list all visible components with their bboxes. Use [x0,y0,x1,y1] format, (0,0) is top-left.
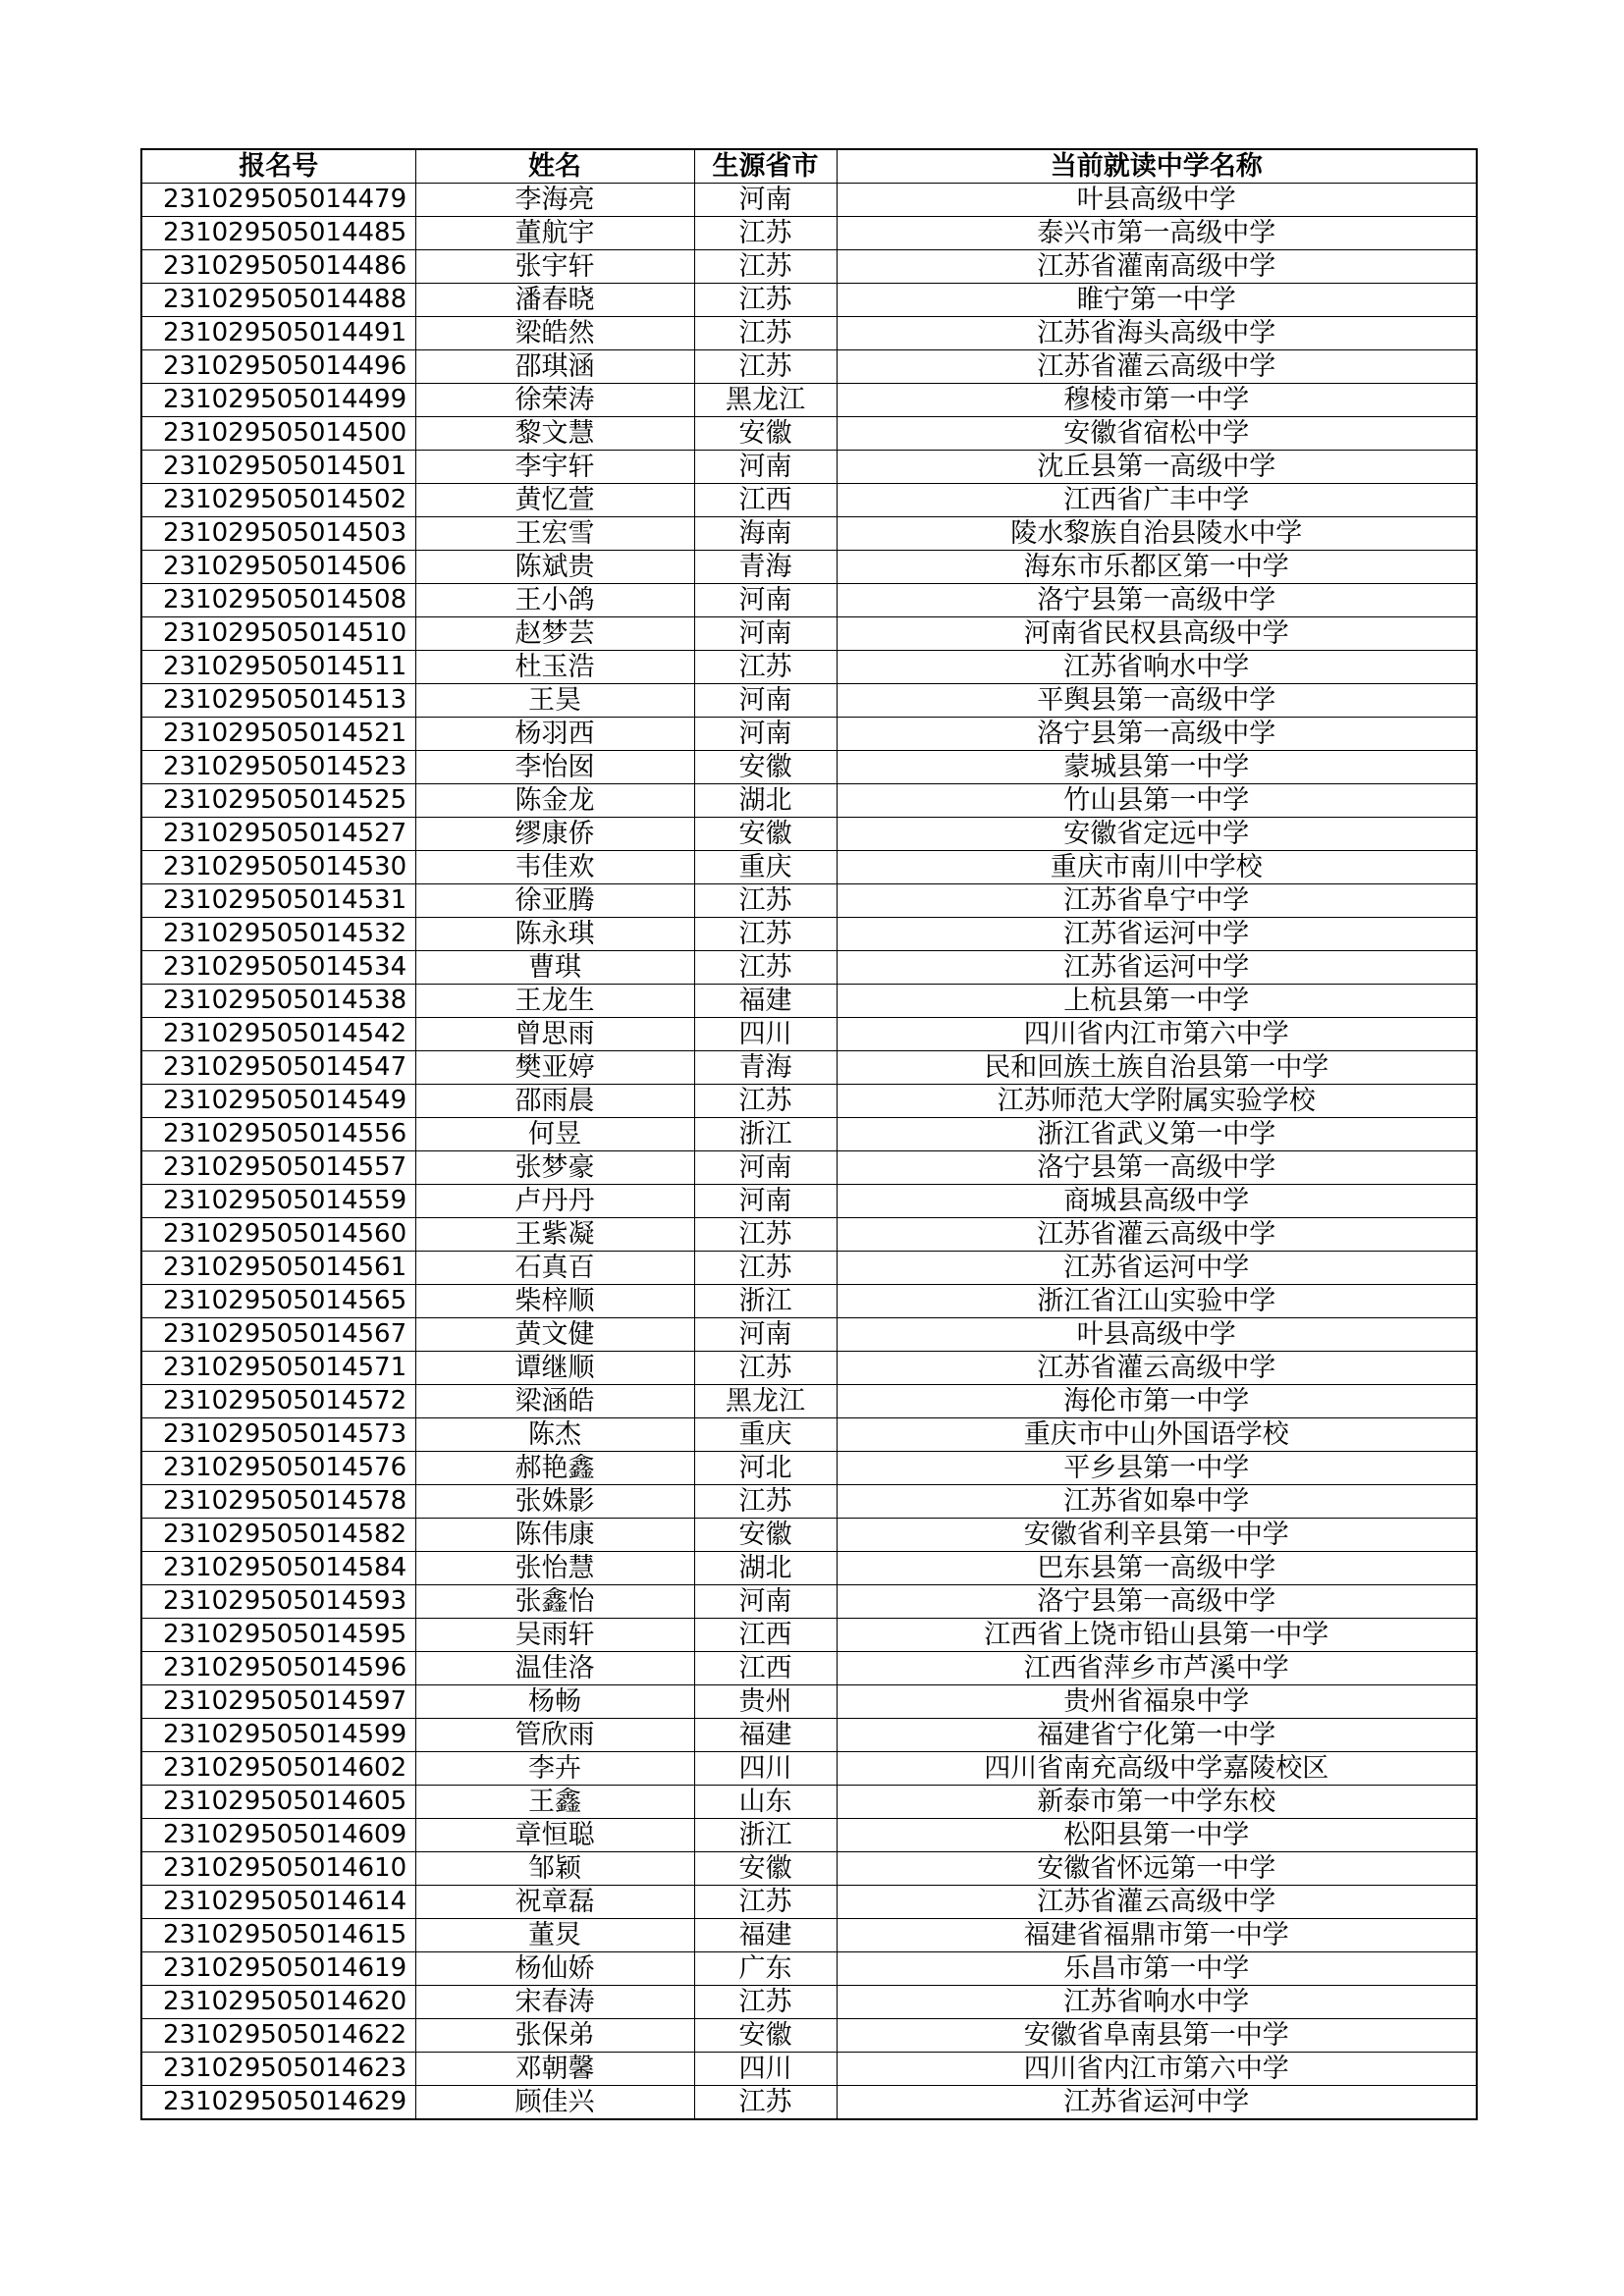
registration-number-cell: 231029505014565 [141,1285,415,1318]
current-school-cell: 江苏省运河中学 [837,918,1477,951]
name-cell: 黄文健 [415,1318,694,1352]
name-cell: 陈斌贵 [415,551,694,584]
registration-number-cell: 231029505014499 [141,384,415,417]
table-row [141,1018,1477,1051]
registration-number-cell: 231029505014584 [141,1552,415,1585]
current-school-cell: 安徽省宿松中学 [837,417,1477,451]
origin-province-cell: 江苏 [694,1485,837,1519]
origin-province-cell: 海南 [694,517,837,551]
origin-province-cell: 黑龙江 [694,1385,837,1418]
name-cell: 张怡慧 [415,1552,694,1585]
name-cell: 赵梦芸 [415,617,694,651]
name-cell: 宋春涛 [415,1986,694,2019]
name-cell: 卢丹丹 [415,1185,694,1218]
registration-number-cell: 231029505014609 [141,1819,415,1852]
current-school-cell: 江苏省运河中学 [837,1252,1477,1285]
table-row [141,1819,1477,1852]
table-row [141,1719,1477,1752]
name-cell: 王紫凝 [415,1218,694,1252]
origin-province-cell: 江苏 [694,2086,837,2120]
name-cell: 祝章磊 [415,1886,694,1919]
registration-number-cell: 231029505014500 [141,417,415,451]
table-row [141,1218,1477,1252]
name-cell: 徐亚腾 [415,884,694,918]
origin-province-cell: 安徽 [694,751,837,784]
table-row [141,1085,1477,1118]
table-row [141,1118,1477,1151]
name-cell: 张姝影 [415,1485,694,1519]
current-school-cell: 四川省内江市第六中学 [837,1018,1477,1051]
current-school-cell: 松阳县第一中学 [837,1819,1477,1852]
origin-province-cell: 安徽 [694,417,837,451]
table-row [141,684,1477,718]
registration-number-cell: 231029505014534 [141,951,415,985]
name-cell: 黎文慧 [415,417,694,451]
origin-province-cell: 四川 [694,1018,837,1051]
table-row [141,2086,1477,2120]
table-row [141,751,1477,784]
name-cell: 樊亚婷 [415,1051,694,1085]
origin-province-cell: 山东 [694,1786,837,1819]
origin-province-cell: 湖北 [694,784,837,818]
origin-province-cell: 江苏 [694,317,837,350]
registration-number-cell: 231029505014556 [141,1118,415,1151]
table-row [141,584,1477,617]
table-header-row [141,149,1477,184]
current-school-cell: 浙江省武义第一中学 [837,1118,1477,1151]
registration-number-cell: 231029505014576 [141,1452,415,1485]
name-cell: 何昱 [415,1118,694,1151]
table-row [141,1418,1477,1452]
table-row [141,918,1477,951]
registration-number-cell: 231029505014501 [141,451,415,484]
name-cell: 石真百 [415,1252,694,1285]
name-cell: 陈永琪 [415,918,694,951]
table-row [141,451,1477,484]
table-row [141,1619,1477,1652]
origin-province-cell: 福建 [694,1719,837,1752]
current-school-cell: 浙江省江山实验中学 [837,1285,1477,1318]
registration-number-cell: 231029505014549 [141,1085,415,1118]
current-school-cell: 江苏省灌南高级中学 [837,250,1477,284]
registration-number-cell: 231029505014532 [141,918,415,951]
current-school-cell: 安徽省利辛县第一中学 [837,1519,1477,1552]
name-cell: 曹琪 [415,951,694,985]
current-school-cell: 巴东县第一高级中学 [837,1552,1477,1585]
table-row [141,1151,1477,1185]
name-cell: 顾佳兴 [415,2086,694,2120]
registration-number-cell: 231029505014542 [141,1018,415,1051]
name-cell: 王昊 [415,684,694,718]
origin-province-cell: 河南 [694,684,837,718]
table-row [141,417,1477,451]
name-cell: 潘春晓 [415,284,694,317]
name-cell: 邓朝馨 [415,2053,694,2086]
name-cell: 陈杰 [415,1418,694,1452]
name-cell: 杨羽西 [415,718,694,751]
registration-number-cell: 231029505014620 [141,1986,415,2019]
table-row [141,884,1477,918]
current-school-cell: 江西省萍乡市芦溪中学 [837,1652,1477,1685]
registration-number-cell: 231029505014599 [141,1719,415,1752]
table-row [141,1452,1477,1485]
origin-province-cell: 江苏 [694,951,837,985]
origin-province-cell: 江苏 [694,1986,837,2019]
current-school-cell: 安徽省阜南县第一中学 [837,2019,1477,2053]
current-school-cell: 沈丘县第一高级中学 [837,451,1477,484]
name-cell: 李怡囡 [415,751,694,784]
origin-province-cell: 河南 [694,718,837,751]
table-row [141,317,1477,350]
origin-province-cell: 河南 [694,451,837,484]
origin-province-cell: 安徽 [694,818,837,851]
registration-number-cell: 231029505014560 [141,1218,415,1252]
origin-province-cell: 河南 [694,184,837,217]
registration-number-cell: 231029505014561 [141,1252,415,1285]
registration-number-cell: 231029505014573 [141,1418,415,1452]
origin-province-cell: 江苏 [694,1218,837,1252]
table-row [141,284,1477,317]
origin-province-cell: 浙江 [694,1118,837,1151]
name-cell: 邹颖 [415,1852,694,1886]
current-school-cell: 平乡县第一中学 [837,1452,1477,1485]
current-school-cell: 江苏省响水中学 [837,651,1477,684]
origin-province-cell: 四川 [694,1752,837,1786]
registration-number-cell: 231029505014610 [141,1852,415,1886]
table-row [141,617,1477,651]
name-cell: 韦佳欢 [415,851,694,884]
registration-number-cell: 231029505014602 [141,1752,415,1786]
name-cell: 张保弟 [415,2019,694,2053]
registration-number-cell: 231029505014523 [141,751,415,784]
name-cell: 郝艳鑫 [415,1452,694,1485]
name-cell: 杨畅 [415,1685,694,1719]
current-school-cell: 江西省上饶市铅山县第一中学 [837,1619,1477,1652]
name-cell: 张梦豪 [415,1151,694,1185]
name-cell: 陈金龙 [415,784,694,818]
current-school-cell: 新泰市第一中学东校 [837,1786,1477,1819]
registration-number-cell: 231029505014547 [141,1051,415,1085]
current-school-cell: 上杭县第一中学 [837,985,1477,1018]
header-registration-number: 报名号 [141,149,415,184]
table-row [141,384,1477,417]
name-cell: 杨仙娇 [415,1952,694,1986]
current-school-cell: 竹山县第一中学 [837,784,1477,818]
name-cell: 缪康侨 [415,818,694,851]
current-school-cell: 江西省广丰中学 [837,484,1477,517]
origin-province-cell: 福建 [694,1919,837,1952]
registration-number-cell: 231029505014506 [141,551,415,584]
current-school-cell: 重庆市南川中学校 [837,851,1477,884]
origin-province-cell: 贵州 [694,1685,837,1719]
table-row [141,1786,1477,1819]
current-school-cell: 安徽省怀远第一中学 [837,1852,1477,1886]
current-school-cell: 江苏省灌云高级中学 [837,1886,1477,1919]
origin-province-cell: 江苏 [694,651,837,684]
registration-number-cell: 231029505014508 [141,584,415,617]
name-cell: 董炅 [415,1919,694,1952]
current-school-cell: 江苏省灌云高级中学 [837,1352,1477,1385]
name-cell: 温佳洛 [415,1652,694,1685]
registration-number-cell: 231029505014605 [141,1786,415,1819]
header-current-school: 当前就读中学名称 [837,149,1477,184]
origin-province-cell: 四川 [694,2053,837,2086]
registration-number-cell: 231029505014491 [141,317,415,350]
registration-number-cell: 231029505014510 [141,617,415,651]
registration-number-cell: 231029505014496 [141,350,415,384]
registration-number-cell: 231029505014513 [141,684,415,718]
registration-number-cell: 231029505014582 [141,1519,415,1552]
table-row [141,784,1477,818]
registration-number-cell: 231029505014567 [141,1318,415,1352]
table-row [141,1585,1477,1619]
name-cell: 谭继顺 [415,1352,694,1385]
current-school-cell: 泰兴市第一高级中学 [837,217,1477,250]
origin-province-cell: 青海 [694,551,837,584]
registration-number-cell: 231029505014479 [141,184,415,217]
table-row [141,2019,1477,2053]
origin-province-cell: 江苏 [694,284,837,317]
header-name: 姓名 [415,149,694,184]
table-row [141,718,1477,751]
current-school-cell: 江苏省阜宁中学 [837,884,1477,918]
current-school-cell: 海伦市第一中学 [837,1385,1477,1418]
registration-number-cell: 231029505014531 [141,884,415,918]
name-cell: 张鑫怡 [415,1585,694,1619]
table-row [141,1886,1477,1919]
origin-province-cell: 江苏 [694,884,837,918]
registration-number-cell: 231029505014615 [141,1919,415,1952]
origin-province-cell: 河南 [694,1585,837,1619]
registration-number-cell: 231029505014488 [141,284,415,317]
table-row [141,1185,1477,1218]
table-row [141,1285,1477,1318]
current-school-cell: 商城县高级中学 [837,1185,1477,1218]
table-row [141,1952,1477,1986]
registration-number-cell: 231029505014521 [141,718,415,751]
name-cell: 王鑫 [415,1786,694,1819]
student-list-table [140,148,1478,2120]
origin-province-cell: 福建 [694,985,837,1018]
origin-province-cell: 黑龙江 [694,384,837,417]
table-row [141,1852,1477,1886]
table-row [141,1986,1477,2019]
registration-number-cell: 231029505014629 [141,2086,415,2120]
current-school-cell: 四川省南充高级中学嘉陵校区 [837,1752,1477,1786]
current-school-cell: 乐昌市第一中学 [837,1952,1477,1986]
table-row [141,517,1477,551]
registration-number-cell: 231029505014502 [141,484,415,517]
name-cell: 章恒聪 [415,1819,694,1852]
registration-number-cell: 231029505014578 [141,1485,415,1519]
current-school-cell: 陵水黎族自治县陵水中学 [837,517,1477,551]
origin-province-cell: 河南 [694,1318,837,1352]
registration-number-cell: 231029505014538 [141,985,415,1018]
current-school-cell: 河南省民权县高级中学 [837,617,1477,651]
origin-province-cell: 江苏 [694,1886,837,1919]
table-row [141,350,1477,384]
table-row [141,551,1477,584]
current-school-cell: 江苏省灌云高级中学 [837,350,1477,384]
table-row [141,1051,1477,1085]
origin-province-cell: 安徽 [694,1852,837,1886]
table-row [141,1352,1477,1385]
current-school-cell: 洛宁县第一高级中学 [837,584,1477,617]
name-cell: 董航宇 [415,217,694,250]
current-school-cell: 洛宁县第一高级中学 [837,1585,1477,1619]
registration-number-cell: 231029505014614 [141,1886,415,1919]
table-row [141,1252,1477,1285]
origin-province-cell: 江苏 [694,1352,837,1385]
registration-number-cell: 231029505014619 [141,1952,415,1986]
table-row [141,1318,1477,1352]
current-school-cell: 民和回族土族自治县第一中学 [837,1051,1477,1085]
name-cell: 柴梓顺 [415,1285,694,1318]
registration-number-cell: 231029505014525 [141,784,415,818]
origin-province-cell: 重庆 [694,851,837,884]
table-row [141,2053,1477,2086]
name-cell: 张宇轩 [415,250,694,284]
origin-province-cell: 江苏 [694,1085,837,1118]
registration-number-cell: 231029505014623 [141,2053,415,2086]
origin-province-cell: 河北 [694,1452,837,1485]
current-school-cell: 穆棱市第一中学 [837,384,1477,417]
current-school-cell: 江苏师范大学附属实验学校 [837,1085,1477,1118]
current-school-cell: 江苏省运河中学 [837,951,1477,985]
current-school-cell: 洛宁县第一高级中学 [837,1151,1477,1185]
table-row [141,651,1477,684]
registration-number-cell: 231029505014572 [141,1385,415,1418]
registration-number-cell: 231029505014511 [141,651,415,684]
name-cell: 曾思雨 [415,1018,694,1051]
name-cell: 陈伟康 [415,1519,694,1552]
table-row [141,1485,1477,1519]
origin-province-cell: 江苏 [694,918,837,951]
origin-province-cell: 江西 [694,1652,837,1685]
current-school-cell: 安徽省定远中学 [837,818,1477,851]
name-cell: 王龙生 [415,985,694,1018]
name-cell: 梁涵皓 [415,1385,694,1418]
table-row [141,1752,1477,1786]
current-school-cell: 江苏省灌云高级中学 [837,1218,1477,1252]
registration-number-cell: 231029505014622 [141,2019,415,2053]
origin-province-cell: 河南 [694,617,837,651]
origin-province-cell: 浙江 [694,1285,837,1318]
origin-province-cell: 河南 [694,1185,837,1218]
name-cell: 李卉 [415,1752,694,1786]
origin-province-cell: 河南 [694,584,837,617]
table-row [141,818,1477,851]
name-cell: 李宇轩 [415,451,694,484]
origin-province-cell: 安徽 [694,2019,837,2053]
registration-number-cell: 231029505014593 [141,1585,415,1619]
name-cell: 管欣雨 [415,1719,694,1752]
current-school-cell: 四川省内江市第六中学 [837,2053,1477,2086]
current-school-cell: 洛宁县第一高级中学 [837,718,1477,751]
table-row [141,951,1477,985]
current-school-cell: 江苏省海头高级中学 [837,317,1477,350]
name-cell: 梁皓然 [415,317,694,350]
current-school-cell: 江苏省响水中学 [837,1986,1477,2019]
name-cell: 李海亮 [415,184,694,217]
table-row [141,851,1477,884]
registration-number-cell: 231029505014557 [141,1151,415,1185]
current-school-cell: 重庆市中山外国语学校 [837,1418,1477,1452]
registration-number-cell: 231029505014595 [141,1619,415,1652]
table-row [141,1519,1477,1552]
current-school-cell: 平舆县第一高级中学 [837,684,1477,718]
table-row [141,184,1477,217]
table-row [141,217,1477,250]
origin-province-cell: 广东 [694,1952,837,1986]
table-row [141,250,1477,284]
table-row [141,1552,1477,1585]
table-row [141,1385,1477,1418]
registration-number-cell: 231029505014571 [141,1352,415,1385]
current-school-cell: 江苏省运河中学 [837,2086,1477,2120]
table-row [141,484,1477,517]
name-cell: 邵琪涵 [415,350,694,384]
origin-province-cell: 江西 [694,484,837,517]
registration-number-cell: 231029505014527 [141,818,415,851]
origin-province-cell: 浙江 [694,1819,837,1852]
origin-province-cell: 江苏 [694,1252,837,1285]
name-cell: 杜玉浩 [415,651,694,684]
origin-province-cell: 湖北 [694,1552,837,1585]
origin-province-cell: 青海 [694,1051,837,1085]
name-cell: 黄忆萱 [415,484,694,517]
current-school-cell: 福建省福鼎市第一中学 [837,1919,1477,1952]
name-cell: 王小鸽 [415,584,694,617]
current-school-cell: 贵州省福泉中学 [837,1685,1477,1719]
current-school-cell: 睢宁第一中学 [837,284,1477,317]
registration-number-cell: 231029505014485 [141,217,415,250]
registration-number-cell: 231029505014503 [141,517,415,551]
current-school-cell: 叶县高级中学 [837,1318,1477,1352]
name-cell: 王宏雪 [415,517,694,551]
registration-number-cell: 231029505014486 [141,250,415,284]
registration-number-cell: 231029505014597 [141,1685,415,1719]
header-origin-province: 生源省市 [694,149,837,184]
current-school-cell: 福建省宁化第一中学 [837,1719,1477,1752]
origin-province-cell: 河南 [694,1151,837,1185]
origin-province-cell: 安徽 [694,1519,837,1552]
current-school-cell: 蒙城县第一中学 [837,751,1477,784]
name-cell: 吴雨轩 [415,1619,694,1652]
current-school-cell: 海东市乐都区第一中学 [837,551,1477,584]
name-cell: 徐荣涛 [415,384,694,417]
origin-province-cell: 江苏 [694,350,837,384]
current-school-cell: 叶县高级中学 [837,184,1477,217]
registration-number-cell: 231029505014596 [141,1652,415,1685]
origin-province-cell: 重庆 [694,1418,837,1452]
table-row [141,1652,1477,1685]
table-row [141,1919,1477,1952]
origin-province-cell: 江西 [694,1619,837,1652]
current-school-cell: 江苏省如皋中学 [837,1485,1477,1519]
origin-province-cell: 江苏 [694,217,837,250]
table-row [141,1685,1477,1719]
registration-number-cell: 231029505014530 [141,851,415,884]
registration-number-cell: 231029505014559 [141,1185,415,1218]
table-row [141,985,1477,1018]
name-cell: 邵雨晨 [415,1085,694,1118]
origin-province-cell: 江苏 [694,250,837,284]
